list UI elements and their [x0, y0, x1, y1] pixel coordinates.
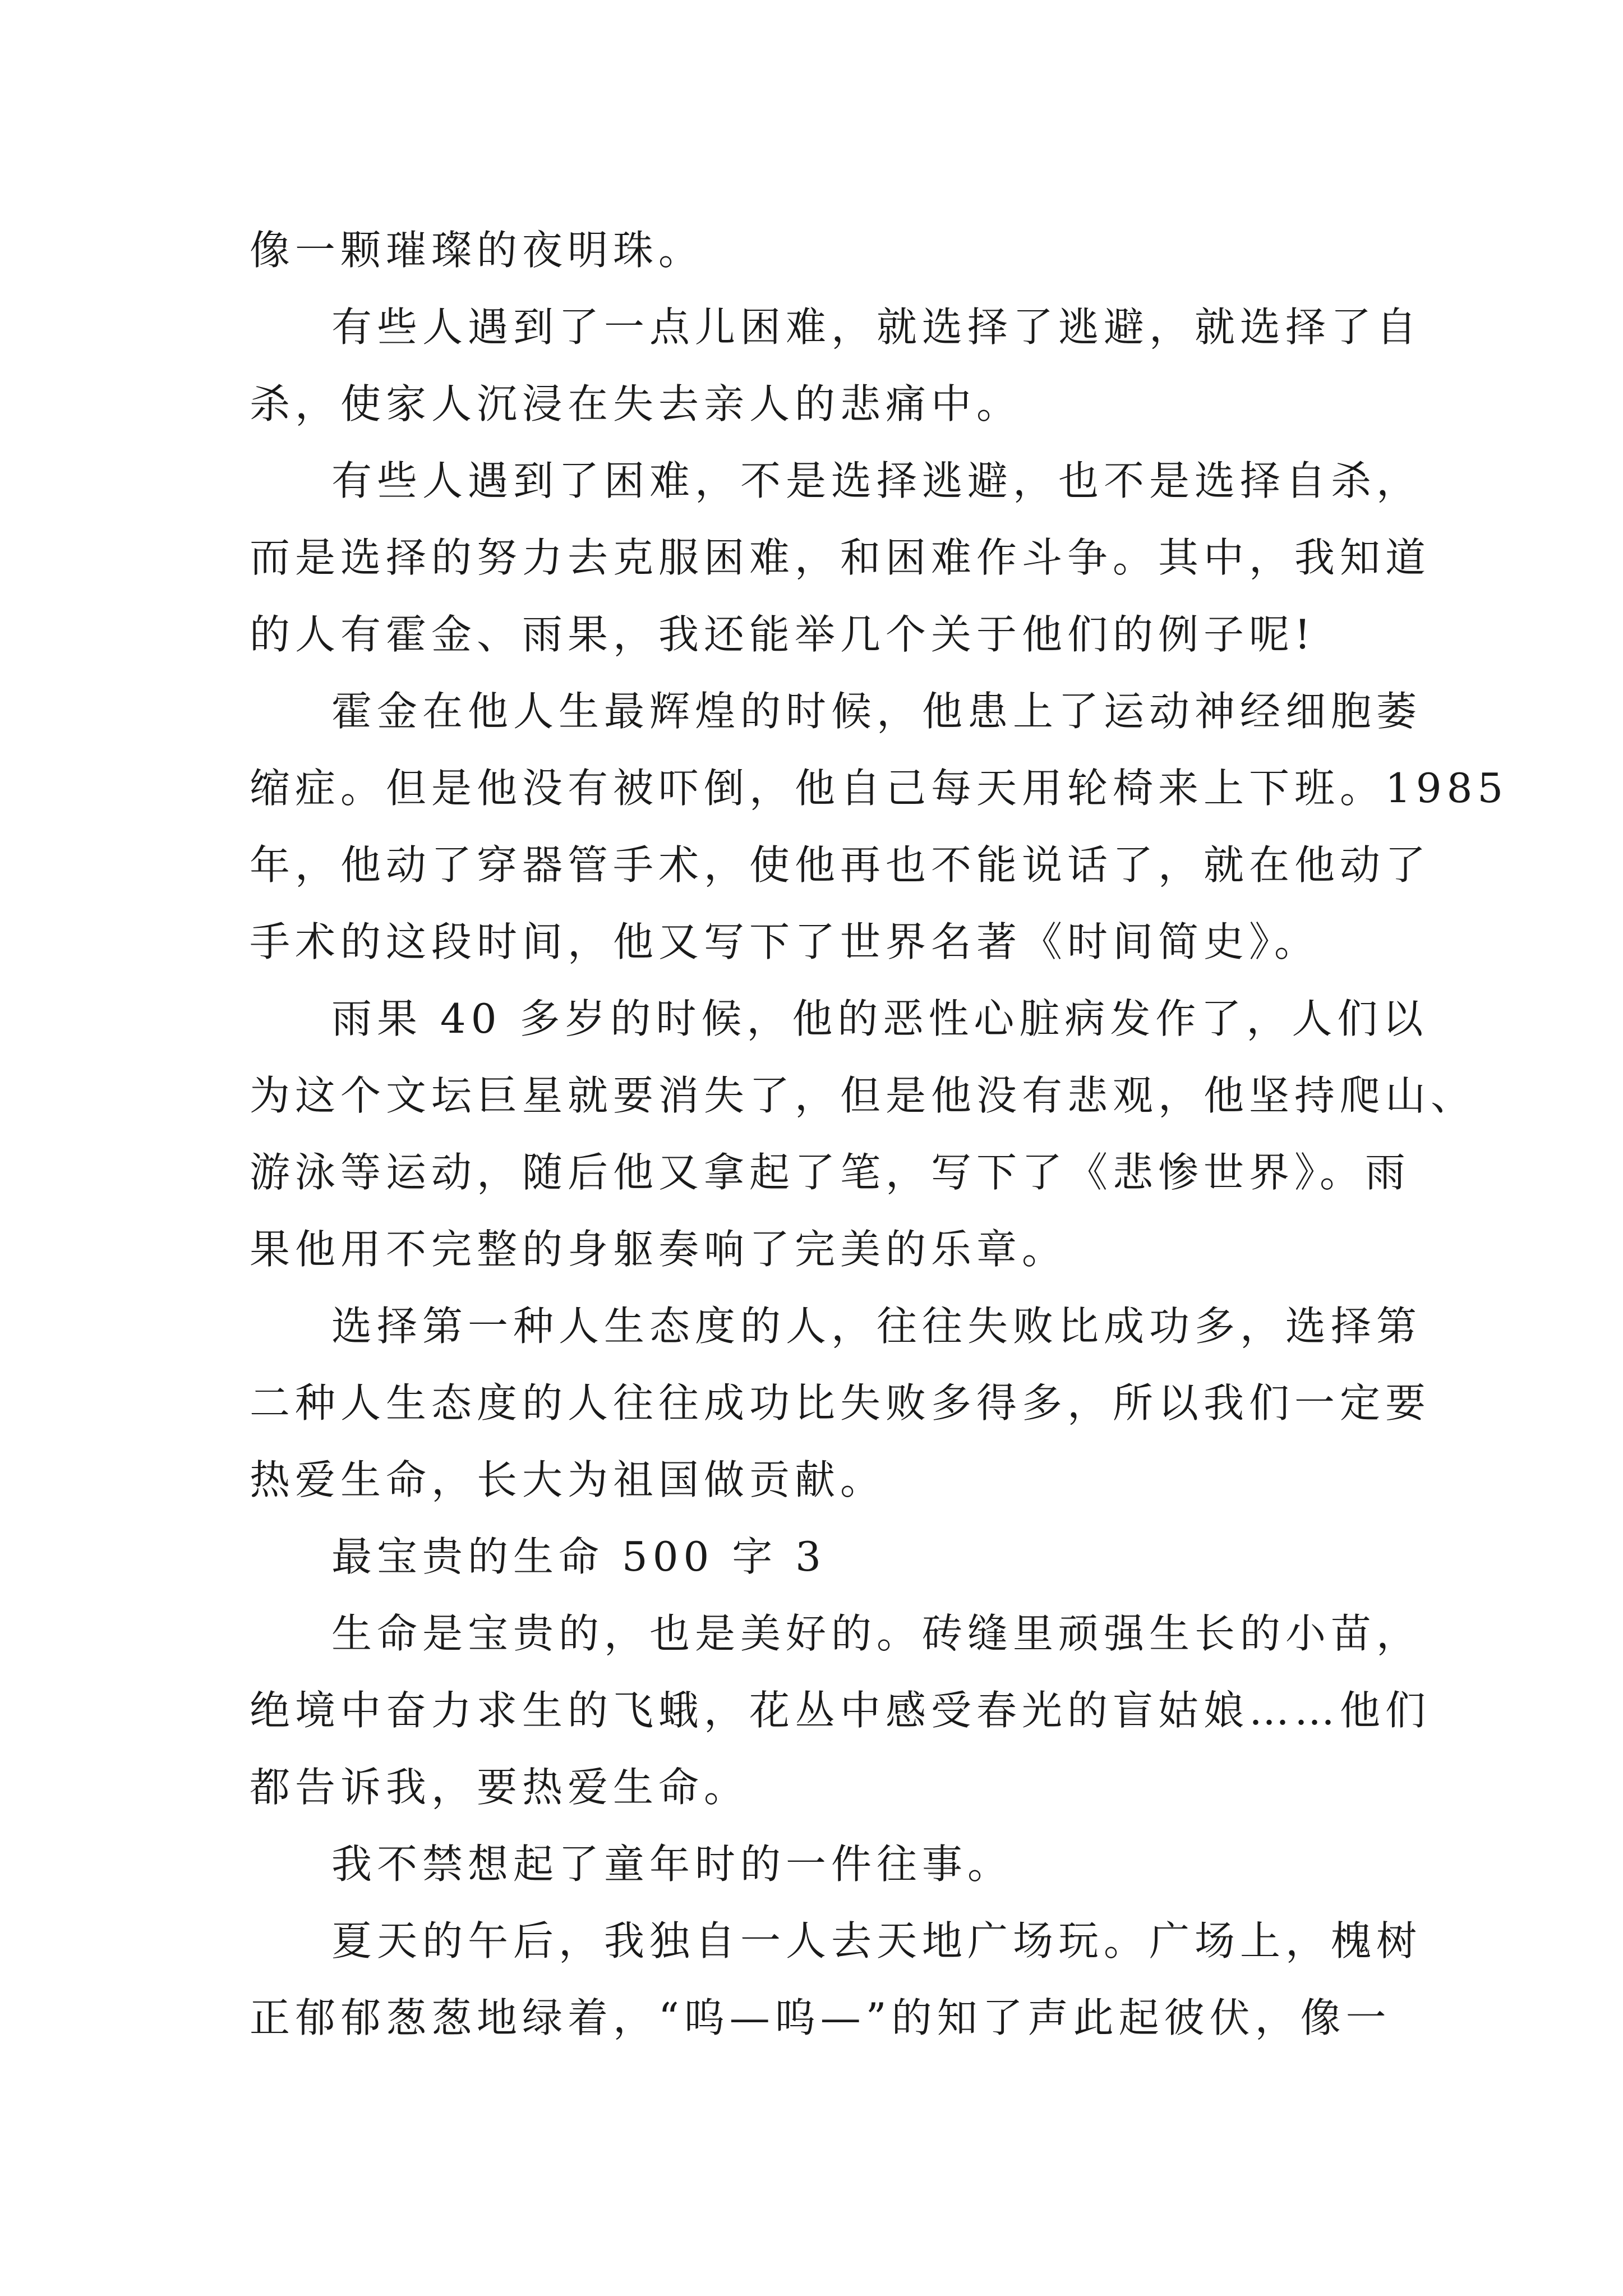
paragraph-first-line: 我不禁想起了童年时的一件往事。 [331, 1841, 1013, 1888]
text-line: 缩症。但是他没有被吓倒，他自己每天用轮椅来上下班。1985 [250, 765, 1509, 812]
text-line: 绝境中奋力求生的飞蛾，花丛中感受春光的盲姑娘……他们 [250, 1687, 1431, 1734]
text-line: 手术的这段时间，他又写下了世界名著《时间简史》。 [250, 918, 1320, 965]
text-line: 热爱生命，长大为祖国做贡献。 [250, 1456, 886, 1503]
text-line: 游泳等运动，随后他又拿起了笔，写下了《悲惨世界》。雨 [250, 1149, 1411, 1196]
text-line: 像一颗璀璨的夜明珠。 [250, 227, 704, 274]
text-line: 二种人生态度的人往往成功比失败多得多，所以我们一定要 [250, 1379, 1431, 1427]
paragraph-first-line: 有些人遇到了一点儿困难，就选择了逃避，就选择了自 [331, 303, 1422, 351]
paragraph-first-line: 霍金在他人生最辉煌的时候，他患上了运动神经细胞萎 [331, 688, 1422, 735]
paragraph-first-line: 生命是宝贵的，也是美好的。砖缝里顽强生长的小苗， [331, 1610, 1422, 1657]
body-text [250, 212, 1509, 2056]
text-line: 年，他动了穿器管手术，使他再也不能说话了，就在他动了 [250, 841, 1431, 889]
text-line: 杀，使家人沉浸在失去亲人的悲痛中。 [250, 380, 1022, 427]
section-heading: 最宝贵的生命 500 字 3 [331, 1533, 826, 1580]
text-line: 的人有霍金、雨果，我还能举几个关于他们的例子呢! [250, 611, 1316, 658]
paragraph-first-line: 夏天的午后，我独自一人去天地广场玩。广场上，槐树 [331, 1917, 1422, 1964]
paragraph-first-line: 雨果 40 多岁的时候，他的恶性心脏病发作了，人们以 [331, 995, 1428, 1042]
text-line: 都告诉我，要热爱生命。 [250, 1764, 750, 1811]
text-line: 果他用不完整的身躯奏响了完美的乐章。 [250, 1226, 1068, 1273]
paragraph-first-line: 有些人遇到了困难，不是选择逃避，也不是选择自杀， [331, 457, 1422, 504]
paragraph-first-line: 选择第一种人生态度的人，往往失败比成功多，选择第 [331, 1303, 1422, 1350]
text-line: 正郁郁葱葱地绿着，“呜—呜—”的知了声此起彼伏，像一 [250, 1994, 1391, 2041]
text-line: 为这个文坛巨星就要消失了，但是他没有悲观，他坚持爬山、 [250, 1072, 1477, 1119]
text-line: 而是选择的努力去克服困难，和困难作斗争。其中，我知道 [250, 534, 1431, 581]
